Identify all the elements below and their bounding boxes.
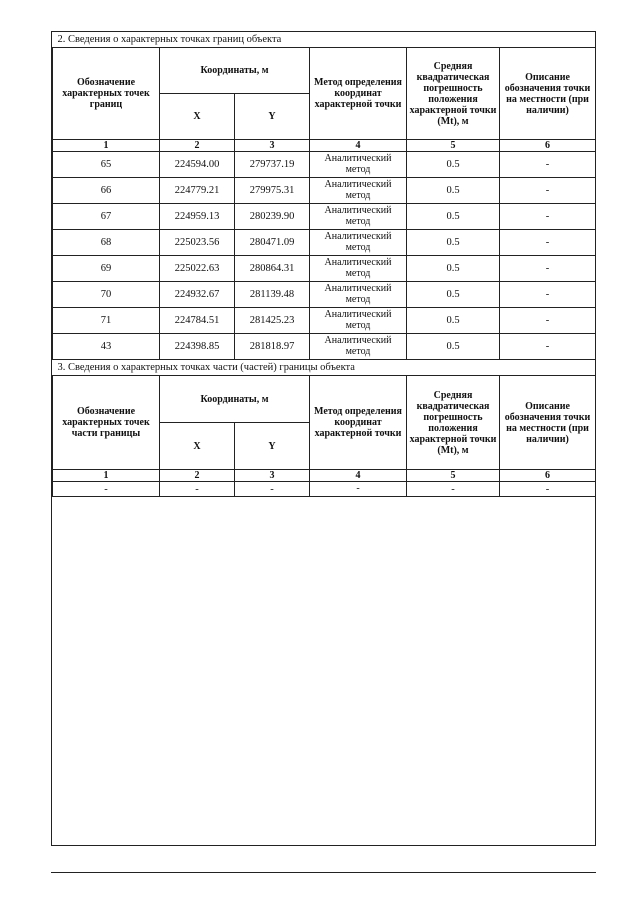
col-number: 3 (235, 470, 310, 482)
method-cell: Аналитический метод (310, 256, 407, 282)
header-x-part: X (160, 423, 235, 470)
description-cell: - (500, 256, 596, 282)
point-cell: 71 (53, 308, 160, 334)
header-y-part: Y (235, 423, 310, 470)
method-cell: Аналитический метод (310, 152, 407, 178)
description-cell: - (500, 308, 596, 334)
col-number: 5 (407, 470, 500, 482)
mt-cell: 0.5 (407, 308, 500, 334)
x-coordinate-cell: 225023.56 (160, 230, 235, 256)
point-cell: 65 (53, 152, 160, 178)
point-cell: 66 (53, 178, 160, 204)
table-row (53, 230, 596, 256)
table-row (53, 334, 596, 360)
col-number: 6 (500, 470, 596, 482)
x-coordinate-cell: 224398.85 (160, 334, 235, 360)
method-cell: Аналитический метод (310, 334, 407, 360)
col-number: 3 (235, 140, 310, 152)
header-description-part: Описание обозначения точки на местности (при наличии) (500, 376, 596, 470)
col-number: 6 (500, 140, 596, 152)
x-coordinate-cell: 224959.13 (160, 204, 235, 230)
mt-cell: 0.5 (407, 178, 500, 204)
point-cell: - (53, 482, 160, 497)
mt-cell: 0.5 (407, 334, 500, 360)
col-number: 2 (160, 470, 235, 482)
header-method-part: Метод определения координат характерной точки (310, 376, 407, 470)
boundary-points-table (52, 32, 596, 497)
y-coordinate-cell: 279975.31 (235, 178, 310, 204)
y-coordinate-cell: 280864.31 (235, 256, 310, 282)
point-cell: 70 (53, 282, 160, 308)
header-x: X (160, 94, 235, 140)
col-number: 2 (160, 140, 235, 152)
col-number: 1 (53, 140, 160, 152)
method-cell: Аналитический метод (310, 204, 407, 230)
header-coords-part: Координаты, м (160, 376, 310, 423)
method-cell: Аналитический метод (310, 308, 407, 334)
mt-cell: 0.5 (407, 204, 500, 230)
header-error-part: Средняя квадратическая погрешность положения характерной точки (Mt), м (407, 376, 500, 470)
x-coordinate-cell: 224779.21 (160, 178, 235, 204)
y-coordinate-cell: 281818.97 (235, 334, 310, 360)
table-row (53, 482, 596, 497)
description-cell: - (500, 152, 596, 178)
section3-title: 3. Сведения о характерных точках части (частей) границы объекта (53, 360, 596, 376)
point-cell: 69 (53, 256, 160, 282)
description-cell: - (500, 482, 596, 497)
x-coordinate-cell: 224932.67 (160, 282, 235, 308)
y-coordinate-cell: - (235, 482, 310, 497)
x-coordinate-cell: 225022.63 (160, 256, 235, 282)
y-coordinate-cell: 281139.48 (235, 282, 310, 308)
point-cell: 67 (53, 204, 160, 230)
table-row (53, 308, 596, 334)
point-cell: 43 (53, 334, 160, 360)
header-method: Метод определения координат характерной точки (310, 48, 407, 140)
x-coordinate-cell: 224784.51 (160, 308, 235, 334)
header-designation: Обозначение характерных точек границ (53, 48, 160, 140)
method-cell: Аналитический метод (310, 178, 407, 204)
mt-cell: 0.5 (407, 152, 500, 178)
method-cell: Аналитический метод (310, 230, 407, 256)
header-y: Y (235, 94, 310, 140)
y-coordinate-cell: 280471.09 (235, 230, 310, 256)
method-cell: Аналитический метод (310, 282, 407, 308)
table-row (53, 256, 596, 282)
method-cell: - (310, 482, 407, 497)
mt-cell: - (407, 482, 500, 497)
description-cell: - (500, 178, 596, 204)
document-frame (51, 31, 596, 846)
col-number: 4 (310, 470, 407, 482)
description-cell: - (500, 282, 596, 308)
col-number: 5 (407, 140, 500, 152)
header-designation-part: Обозначение характерных точек части границы (53, 376, 160, 470)
point-cell: 68 (53, 230, 160, 256)
header-coords: Координаты, м (160, 48, 310, 94)
y-coordinate-cell: 280239.90 (235, 204, 310, 230)
x-coordinate-cell: 224594.00 (160, 152, 235, 178)
mt-cell: 0.5 (407, 230, 500, 256)
table-row (53, 152, 596, 178)
col-number: 4 (310, 140, 407, 152)
description-cell: - (500, 230, 596, 256)
table-row (53, 282, 596, 308)
y-coordinate-cell: 279737.19 (235, 152, 310, 178)
x-coordinate-cell: - (160, 482, 235, 497)
description-cell: - (500, 334, 596, 360)
header-error: Средняя квадратическая погрешность положения характерной точки (Mt), м (407, 48, 500, 140)
y-coordinate-cell: 281425.23 (235, 308, 310, 334)
col-number: 1 (53, 470, 160, 482)
header-description: Описание обозначения точки на местности (при наличии) (500, 48, 596, 140)
description-cell: - (500, 204, 596, 230)
footer-divider (51, 872, 596, 873)
section2-title: 2. Сведения о характерных точках границ объекта (53, 32, 596, 48)
mt-cell: 0.5 (407, 282, 500, 308)
table-row (53, 204, 596, 230)
mt-cell: 0.5 (407, 256, 500, 282)
table-row (53, 178, 596, 204)
